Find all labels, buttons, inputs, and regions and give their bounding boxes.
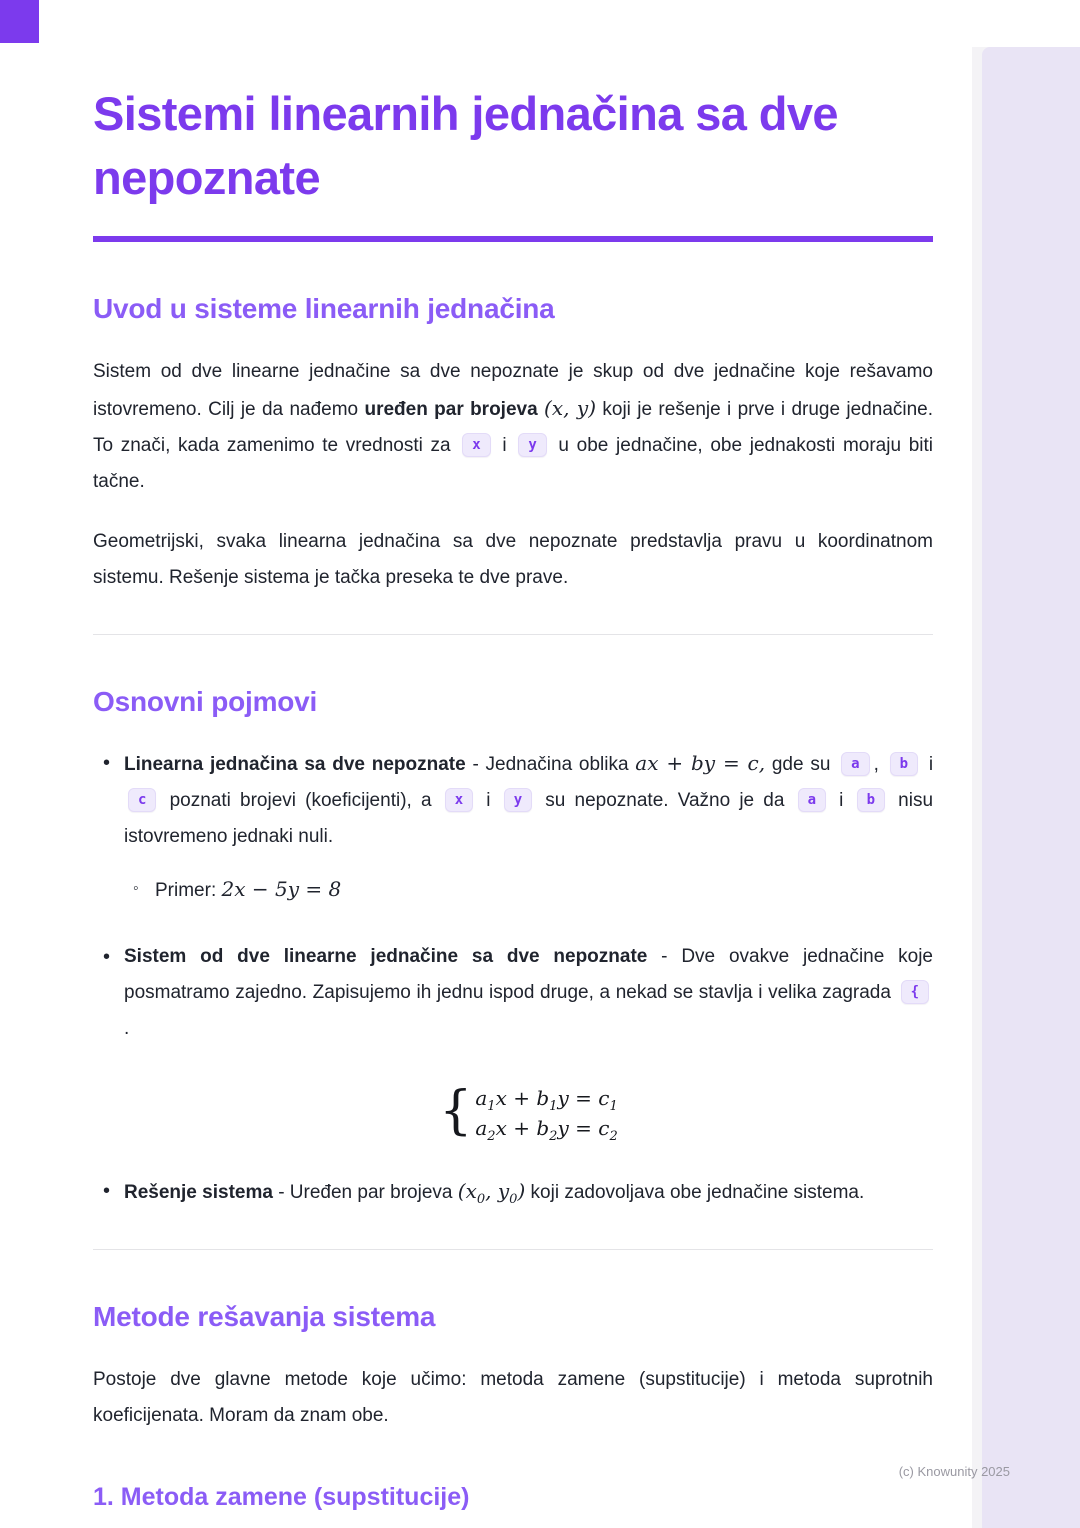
intro-paragraph-1 [93, 354, 933, 500]
page-title: Sistemi linearnih jednačina sa dve nepoznate [93, 87, 838, 204]
inline-code-chip: a [841, 752, 869, 776]
system-equations [475, 1083, 617, 1143]
intro-paragraph-2 [93, 524, 933, 596]
list-item-sistem-jednacina [93, 939, 933, 1143]
inline-code-chip: x [445, 788, 473, 812]
text-segment: Postoje dve glavne metode koje učimo: metoda zamene (supstitucije) i metoda suprotnih koeficijenata. Moram da znam obe. [93, 1369, 933, 1426]
section-divider [93, 634, 933, 635]
section-heading-pojmovi: Osnovni pojmovi [93, 686, 318, 717]
list-item-text [124, 745, 933, 855]
system-equation-2: $a_2x + b_2y = c_2$ [475, 1116, 618, 1144]
copyright-footer: (c) Knowunity 2025 [898, 1464, 1010, 1479]
text-segment: i [830, 790, 853, 811]
text-segment: koji je rešenje i prve i druge jednačine. To znači, kada zamenimo te vrednosti za [93, 399, 934, 456]
text-segment: Rešenje sistema [124, 1182, 273, 1203]
concepts-list [93, 745, 933, 1211]
sub-list-item-primer [124, 871, 933, 909]
text-segment: - Dve ovakve jednačine koje posmatramo zajedno. Zapisujemo ih jednu ispod druge, a nekad se stavlja i velika zagrada [124, 946, 933, 1003]
example-sublist [124, 871, 933, 909]
text-segment: Primer: [155, 880, 222, 901]
text-segment: poznati brojevi (koeficijenti), a [160, 790, 441, 811]
list-item-text [124, 1173, 933, 1211]
text-segment: u obe jednačine, obe jednakosti moraju biti tačne. [93, 435, 933, 492]
list-item-linearna-jednacina [93, 745, 933, 909]
text-segment: i [922, 754, 934, 775]
text-segment: gde su [765, 754, 838, 775]
inline-code-chip: c [128, 788, 156, 812]
system-brace: { [439, 1081, 473, 1141]
inline-code-chip: b [857, 788, 885, 812]
metode-paragraph-1 [93, 1362, 933, 1434]
text-segment: i [494, 435, 515, 456]
text-segment: 2x − 5y = 8 [221, 877, 342, 901]
text-segment: uređen par brojeva [364, 399, 538, 420]
title-underline-rule [93, 236, 933, 242]
sub-list-item-text [155, 871, 933, 909]
text-segment: - Uređen par brojeva [272, 1182, 458, 1203]
list-item-text [124, 939, 933, 1047]
text-segment: Geometrijski, svaka linearna jednačina sa dve nepoznate predstavlja pravu u koordinatnom sistemu. Rešenje sistema je tačka preseka te dve prave. [93, 531, 933, 588]
text-segment: nisu istovremeno jednaki nuli. [124, 790, 934, 847]
text-segment: su nepoznate. Važno je da [536, 790, 794, 811]
text-segment: i [477, 790, 500, 811]
text-segment: koji zadovoljava obe jednačine sistema. [525, 1182, 865, 1203]
document-content [93, 0, 933, 1512]
inline-code-chip: b [890, 752, 918, 776]
inline-code-chip: a [798, 788, 826, 812]
inline-code-chip: x [462, 433, 490, 457]
equation-system-block [124, 1083, 933, 1143]
text-segment: ($x_0$, $y_0$) [457, 1179, 526, 1207]
text-segment: Linearna jednačina sa dve nepoznate [124, 754, 466, 775]
section-heading-uvod: Uvod u sisteme linearnih jednačina [93, 293, 555, 324]
system-equation-1: $a_1x + b_1y = c_1$ [475, 1086, 618, 1114]
inline-code-chip: { [901, 980, 929, 1004]
text-segment: . [124, 1018, 130, 1039]
section-divider [93, 1249, 933, 1250]
text-segment: , [873, 754, 886, 775]
inline-code-chip: y [504, 788, 532, 812]
subsection-heading-metoda-zamene: 1. Metoda zamene (supstitucije) [93, 1483, 470, 1511]
text-segment: (x, y) [544, 396, 597, 420]
next-page-edge [982, 47, 1080, 1528]
text-segment: - Jednačina oblika [465, 754, 636, 775]
text-segment: Sistem od dve linearne jednačine sa dve nepoznate [124, 946, 648, 967]
inline-code-chip: y [518, 433, 546, 457]
corner-accent [0, 0, 39, 43]
equation-system [439, 1083, 617, 1143]
section-heading-metode: Metode rešavanja sistema [93, 1301, 436, 1332]
text-segment: ax + by = c, [635, 751, 766, 775]
text-segment: Sistem od dve linearne jednačine sa dve nepoznate je skup od dve jednačine koje rešavamo istovremeno. Cilj je da nađemo [93, 361, 933, 420]
list-item-resenje-sistema [93, 1173, 933, 1211]
